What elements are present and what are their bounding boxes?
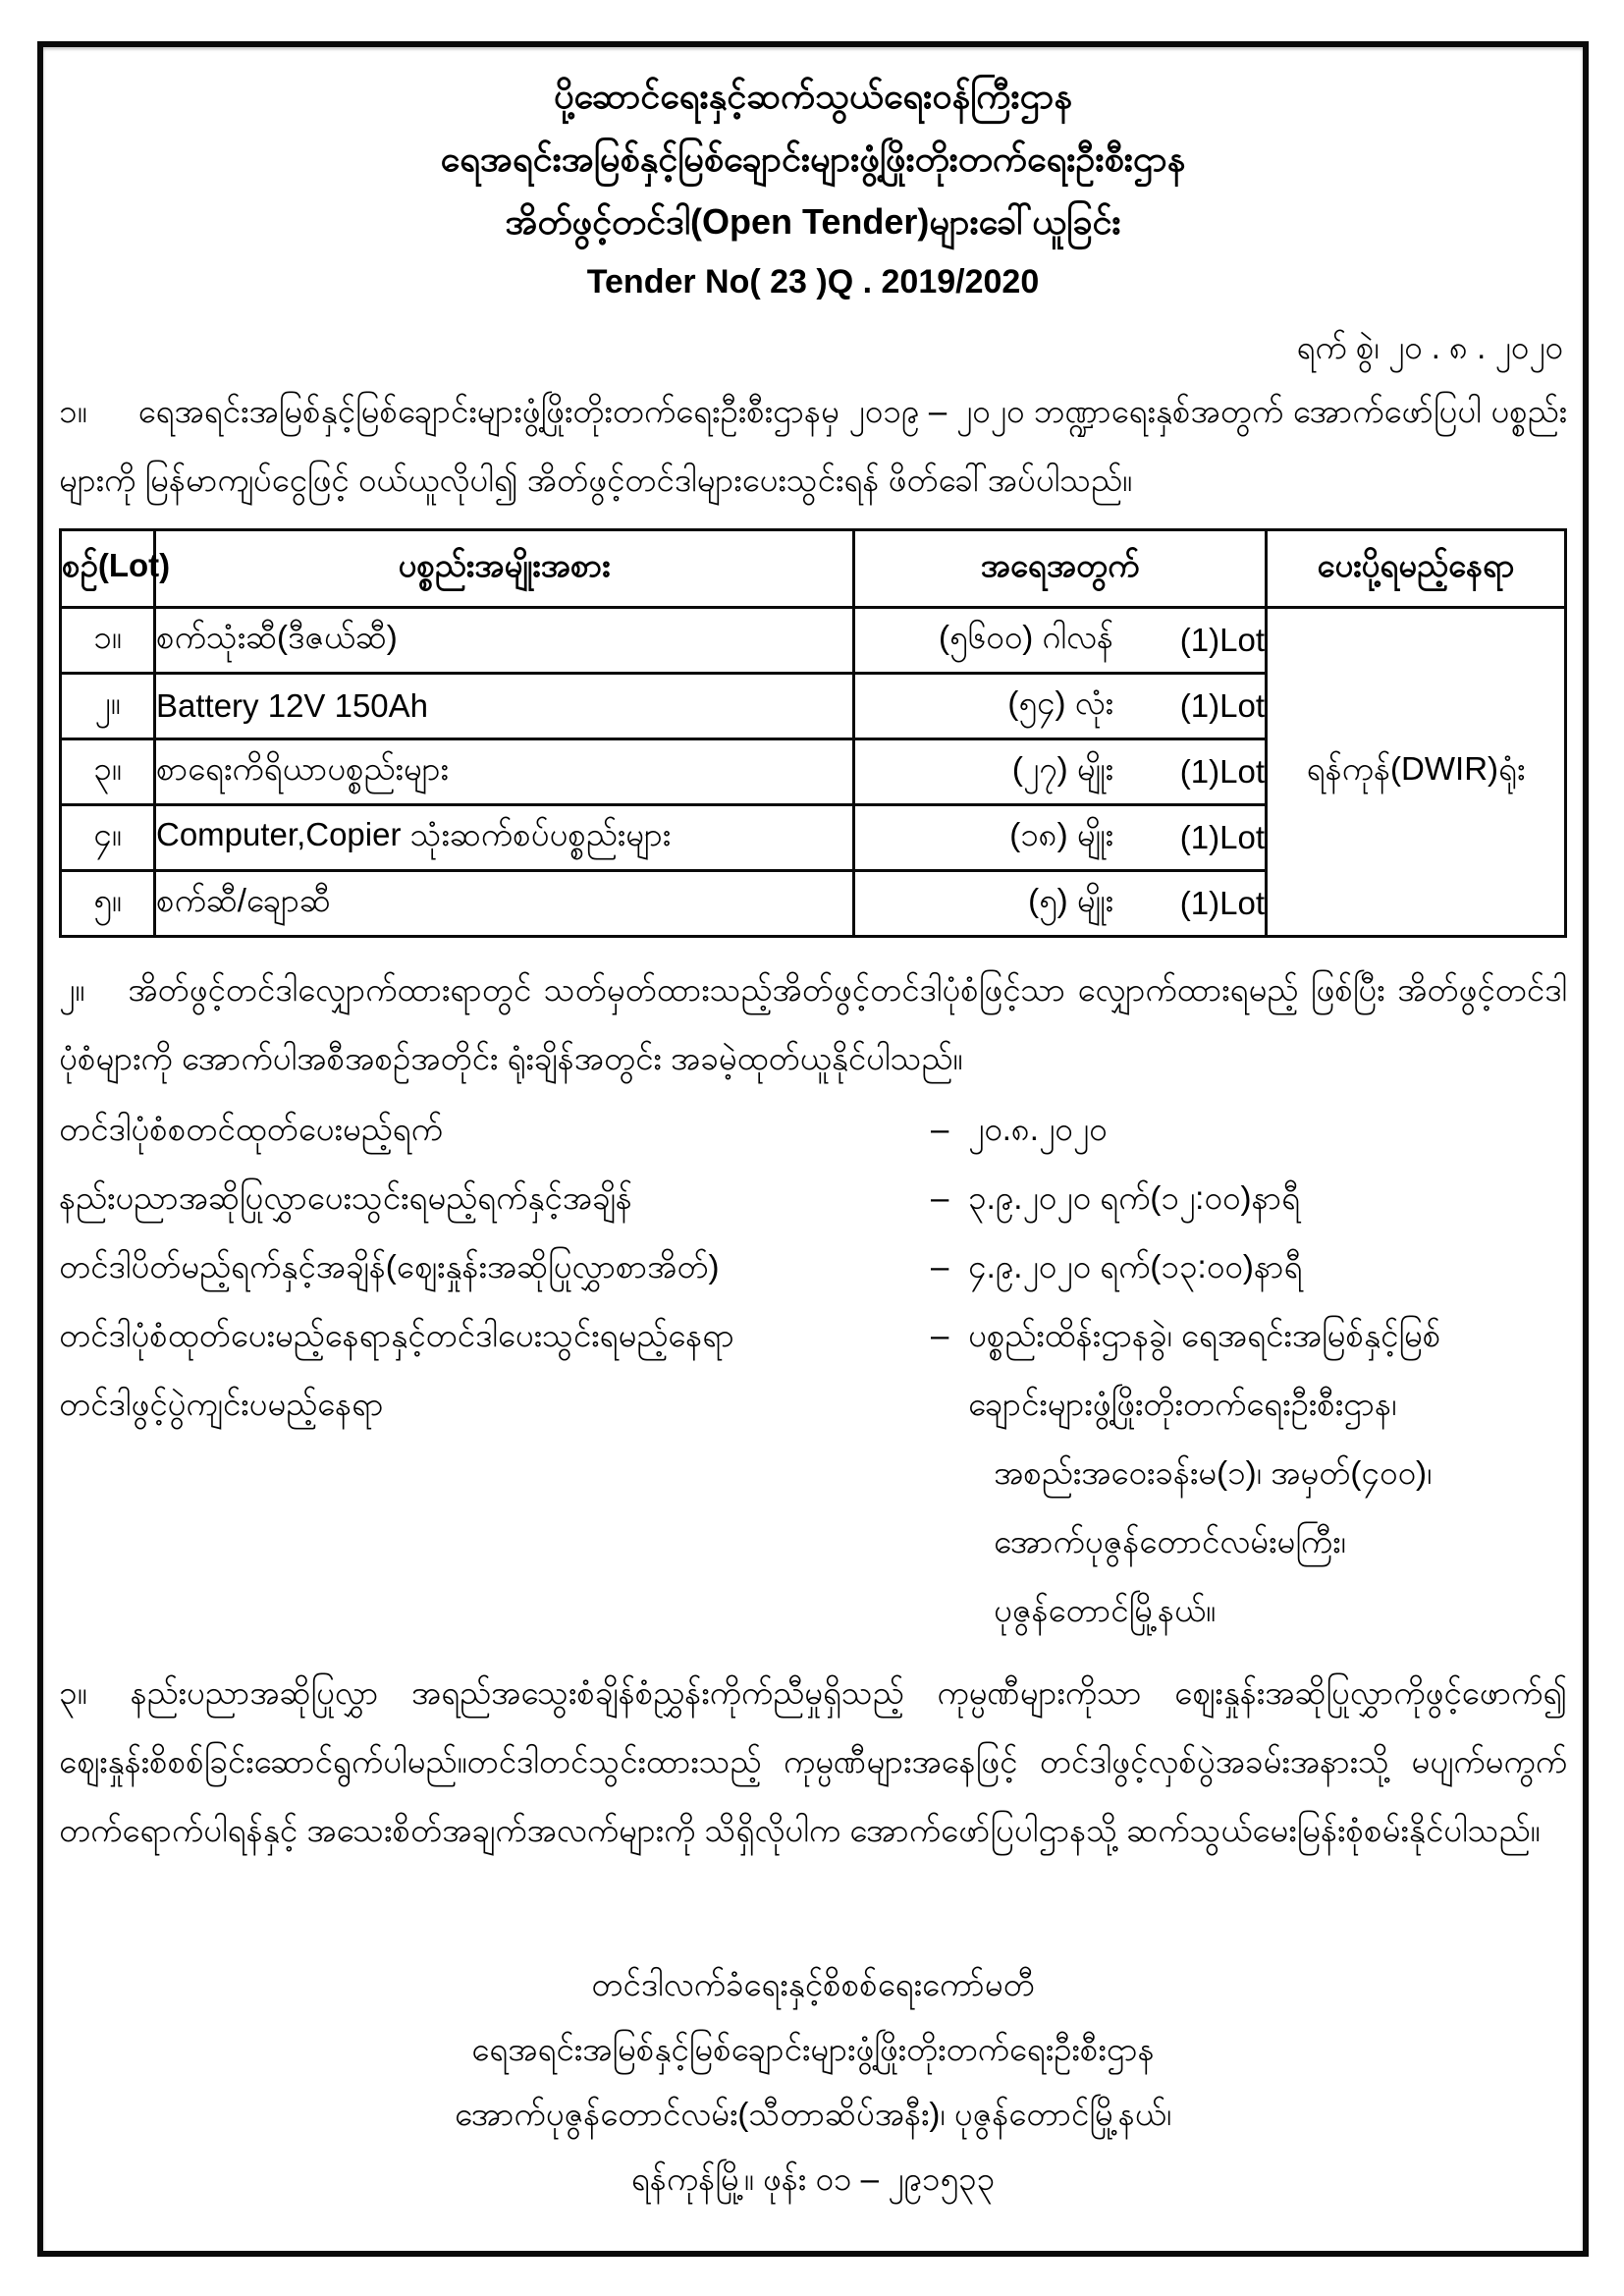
schedule-value: ၂၀.၈.၂၀၂၀ <box>968 1111 1108 1147</box>
paragraph-2-text: အိတ်ဖွင့်တင်ဒါလျှောက်ထားရာတွင် သတ်မှတ်ထားသည့်အိတ်ဖွင့်တင်ဒါပုံစံဖြင့်သာ လျှောက်ထားရမည့် ဖြစ်ပြီး အိတ်ဖွင့်တင်ဒါပုံစံများကို အောက်ပါအစီအစဉ်အတိုင်း ရုံးချိန်အတွင်း အခမဲ့ထုတ်ယူနိုင်ပါသည်။ <box>59 971 1567 1076</box>
schedule-label <box>59 1439 931 1507</box>
paragraph-2-number: ၂။ <box>59 971 85 1008</box>
dash: – <box>931 1111 949 1147</box>
tender-schedule <box>59 1095 1567 1645</box>
schedule-label: တင်ဒါဖွင့်ပွဲကျင်းပမည့်နေရာ <box>59 1386 384 1422</box>
paragraph-3-text: နည်းပညာအဆိုပြုလွှာ အရည်အသွေးစံချိန်စံညွှန်းကိုက်ညီမှုရှိသည့် ကုမ္ပဏီများကိုသာ ဈေးနှုန်းအဆိုပြုလွှာကိုဖွင့်ဖောက်၍ ဈေးနှုန်းစိစစ်ခြင်းဆောင်ရွက်ပါမည်။တင်ဒါတင်သွင်းထားသည့် ကုမ္ပဏီများအနေဖြင့် တင်ဒါဖွင့်လှစ်ပွဲအခမ်းအနားသို့ မပျက်မကွက်တက်ရောက်ပါရန်နှင့် အသေးစိတ်အချက်အလက်များကို သိရှိလိုပါက အောက်ဖော်ပြပါဌာနသို့ ဆက်သွယ်မေးမြန်းစုံစမ်းနိုင်ပါသည်။ <box>59 1674 1567 1848</box>
schedule-label: တင်ဒါပုံစံထုတ်ပေးမည့်နေရာနှင့်တင်ဒါပေးသွင်းရမည့်နေရာ <box>59 1317 734 1353</box>
tender-number: Tender No( 23 )Q . 2019/2020 <box>586 263 1040 301</box>
schedule-row <box>59 1232 1567 1301</box>
item-name: စက်ဆီ/ချောဆီ <box>155 871 854 937</box>
paragraph-1 <box>59 377 1567 515</box>
dash: – <box>931 1317 949 1353</box>
department-title: ရေအရင်းအမြစ်နှင့်မြစ်ချောင်းများဖွံ့ဖြိုးတိုးတက်ရေးဦးစီးဌာန <box>440 138 1186 179</box>
quantity-value: (၅၄) လုံး <box>1007 683 1113 721</box>
schedule-row <box>59 1439 1567 1507</box>
schedule-value: ပုဇွန်တောင်မြို့နယ်။ <box>994 1592 1217 1628</box>
lot-count: (1)Lot <box>1179 687 1265 724</box>
dash <box>931 1370 968 1439</box>
schedule-row <box>59 1301 1567 1370</box>
table-row <box>61 608 1566 674</box>
schedule-label: တင်ဒါပိတ်မည့်ရက်နှင့်အချိန်(ဈေးနှုန်းအဆိုပြုလွှာစာအိတ်) <box>59 1248 720 1285</box>
schedule-row <box>59 1095 1567 1164</box>
item-quantity <box>854 608 1267 674</box>
paragraph-1-text: ရေအရင်းအမြစ်နှင့်မြစ်ချောင်းများဖွံ့ဖြိုးတိုးတက်ရေးဦးစီးဌာနမှ ၂၀၁၉ – ၂၀၂၀ ဘဏ္ဍာရေးနှစ်အတွက် အောက်ဖော်ပြပါ ပစ္စည်းများကို မြန်မာကျပ်ငွေဖြင့် ဝယ်ယူလိုပါ၍ အိတ်ဖွင့်တင်ဒါများပေးသွင်းရန် ဖိတ်ခေါ်အပ်ပါသည်။ <box>59 393 1567 498</box>
dash: – <box>931 1248 949 1285</box>
lot-number: ၂။ <box>61 674 155 739</box>
signature-block <box>43 1952 1583 2212</box>
schedule-row <box>59 1576 1567 1645</box>
lot-number: ၄။ <box>61 805 155 871</box>
schedule-label <box>59 1507 931 1576</box>
table-header-row <box>61 530 1566 608</box>
col-header-lot-no: စဉ်(Lot) <box>61 530 155 608</box>
dash <box>931 1507 968 1576</box>
quantity-value: (၁၈) မျိုး <box>1009 815 1113 852</box>
document-header <box>59 65 1567 310</box>
schedule-value: ၃.၉.၂၀၂၀ ရက်(၁၂:၀၀)နာရီ <box>968 1179 1301 1216</box>
paragraph-2 <box>59 956 1567 1093</box>
item-name: စာရေးကိရိယာပစ္စည်းများ <box>155 739 854 805</box>
tender-call-title: အိတ်ဖွင့်တင်ဒါ(Open Tender)များခေါ်ယူခြင်း <box>505 201 1121 242</box>
paragraph-3-number: ၃။ <box>59 1674 87 1711</box>
item-name: Computer,Copier သုံးဆက်စပ်ပစ္စည်းများ <box>155 805 854 871</box>
schedule-row <box>59 1507 1567 1576</box>
lot-count: (1)Lot <box>1179 753 1265 790</box>
dash <box>931 1576 968 1645</box>
lots-table <box>59 528 1567 938</box>
schedule-value: ၄.၉.၂၀၂၀ ရက်(၁၃:၀၀)နာရီ <box>968 1248 1303 1285</box>
item-name: Battery 12V 150Ah <box>155 674 854 739</box>
city-phone-line: ရန်ကုန်မြို့။ ဖုန်း ၀၁ – ၂၉၁၅၃၃ <box>630 2160 996 2197</box>
item-quantity <box>854 871 1267 937</box>
schedule-value: အစည်းအဝေးခန်းမ(၁)၊ အမှတ်(၄၀၀)၊ <box>994 1454 1433 1491</box>
lot-number: ၃။ <box>61 739 155 805</box>
lot-number: ၅။ <box>61 871 155 937</box>
item-name: စက်သုံးဆီ(ဒီဇယ်ဆီ) <box>155 608 854 674</box>
quantity-value: (၂၇) မျိုး <box>1011 749 1113 787</box>
schedule-value: အောက်ပုဇွန်တောင်လမ်းမကြီး၊ <box>994 1523 1346 1559</box>
committee-name: တင်ဒါလက်ခံရေးနှင့်စိစစ်ရေးကော်မတီ <box>591 1966 1035 2002</box>
item-quantity <box>854 805 1267 871</box>
address-line: အောက်ပုဇွန်တောင်လမ်း(သီတာဆိပ်အနီး)၊ ပုဇွန်တောင်မြို့နယ်၊ <box>454 2096 1172 2132</box>
schedule-value: ပစ္စည်းထိန်းဌာနခွဲ၊ ရေအရင်းအမြစ်နှင့်မြစ် <box>968 1317 1441 1353</box>
lot-count: (1)Lot <box>1179 819 1265 855</box>
schedule-label: တင်ဒါပုံစံစတင်ထုတ်ပေးမည့်ရက် <box>59 1111 443 1147</box>
quantity-value: (၅) မျိုး <box>1028 881 1113 918</box>
lot-count: (1)Lot <box>1179 622 1265 658</box>
schedule-label <box>59 1576 931 1645</box>
item-quantity <box>854 739 1267 805</box>
dash <box>931 1439 968 1507</box>
paragraph-3 <box>59 1659 1567 1865</box>
schedule-row <box>59 1164 1567 1232</box>
document-date: ရက် စွဲ၊ ၂၀ . ၈ . ၂၀၂၀ <box>1296 329 1563 365</box>
ministry-title: ပို့ဆောင်ရေးနှင့်ဆက်သွယ်ရေးဝန်ကြီးဌာန <box>554 76 1072 116</box>
dash: – <box>931 1179 949 1216</box>
department-name: ရေအရင်းအမြစ်နှင့်မြစ်ချောင်းများဖွံ့ဖြိုးတိုးတက်ရေးဦးစီးဌာန <box>471 2031 1155 2067</box>
quantity-value: (၅၆၀၀) ဂါလန် <box>939 618 1113 655</box>
schedule-value: ချောင်းများဖွံ့ဖြိုးတိုးတက်ရေးဦးစီးဌာန၊ <box>968 1386 1397 1422</box>
lot-count: (1)Lot <box>1179 885 1265 921</box>
lot-number: ၁။ <box>61 608 155 674</box>
document-page <box>37 41 1589 2257</box>
delivery-place: ရန်ကုန်(DWIR)ရုံး <box>1267 608 1566 937</box>
col-header-place: ပေးပို့ရမည့်နေရာ <box>1267 530 1566 608</box>
item-quantity <box>854 674 1267 739</box>
schedule-row <box>59 1370 1567 1439</box>
col-header-qty: အရေအတွက် <box>854 530 1267 608</box>
paragraph-1-number: ၁။ <box>59 393 87 429</box>
col-header-item: ပစ္စည်းအမျိုးအစား <box>155 530 854 608</box>
schedule-label: နည်းပညာအဆိုပြုလွှာပေးသွင်းရမည့်ရက်နှင့်အချိန် <box>59 1179 632 1216</box>
